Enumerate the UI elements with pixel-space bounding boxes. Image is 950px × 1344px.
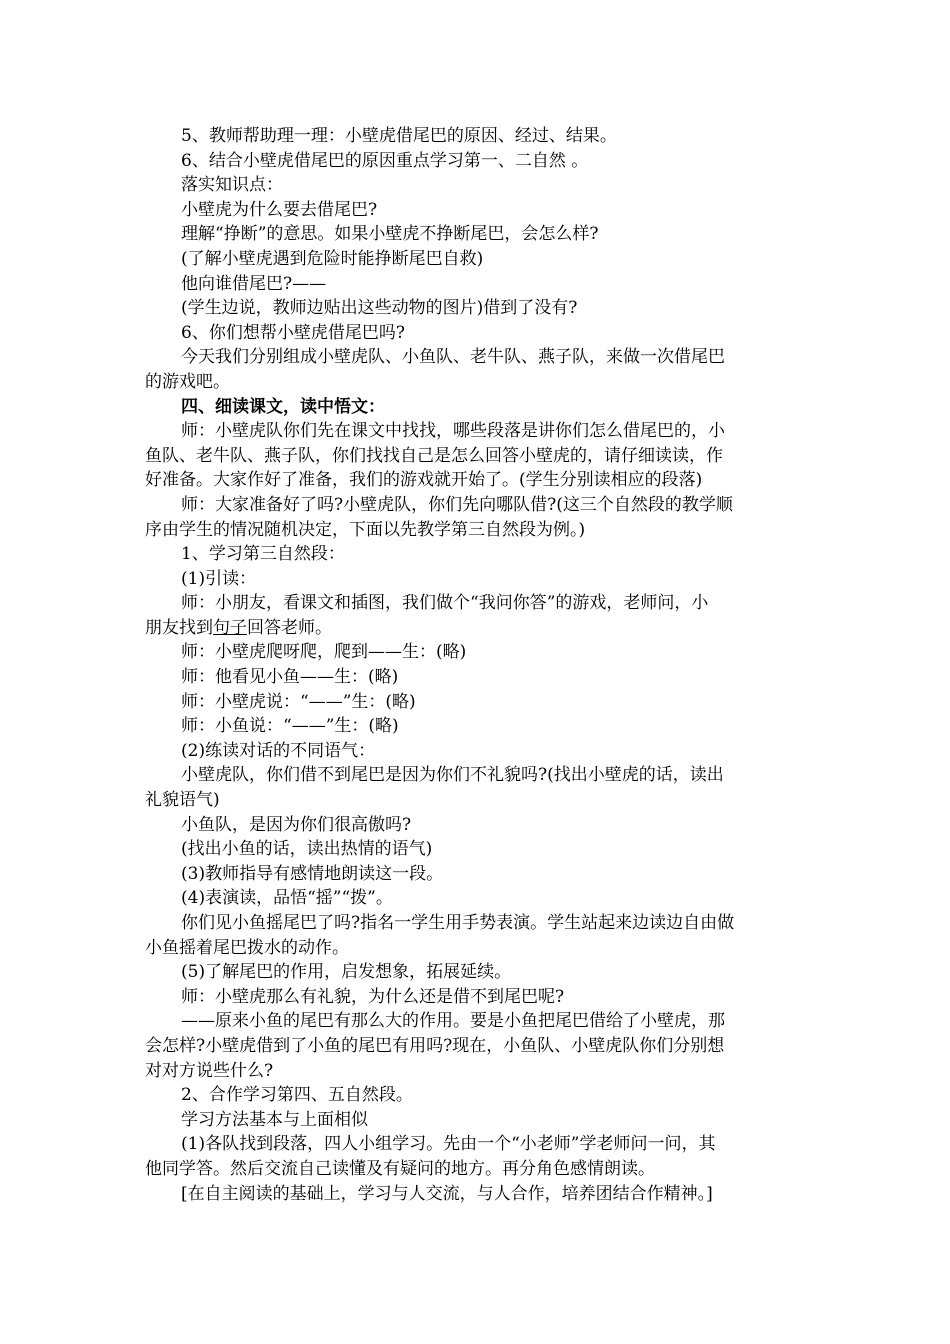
text-line: 师：小鱼说：“——”生：(略) xyxy=(181,716,399,737)
text-segment: 朋友找到 xyxy=(145,617,213,638)
text-line: 1、学习第三自然段： xyxy=(181,544,345,565)
text-line: 师：小壁虎说：“——”生：(略) xyxy=(181,691,416,712)
text-line: 师：大家准备好了吗?小壁虎队，你们先向哪队借?(这三个自然段的教学顺 xyxy=(181,494,733,515)
text-line: 小壁虎为什么要去借尾巴? xyxy=(181,199,378,220)
text-line: 师：小壁虎队你们先在课文中找找，哪些段落是讲你们怎么借尾巴的，小 xyxy=(181,421,725,442)
text-line xyxy=(145,616,810,641)
text-line: 好准备。大家作好了准备，我们的游戏就开始了。(学生分别读相应的段落) xyxy=(145,470,703,491)
text-line: 5、教师帮助理一理：小壁虎借尾巴的原因、经过、结果。 xyxy=(181,126,617,146)
text-line: 他同学答。然后交流自己读懂及有疑问的地方。再分角色感情朗读。 xyxy=(145,1158,655,1179)
text-line: 他向谁借尾巴?—— xyxy=(181,273,327,294)
text-line: (1)各队找到段落，四人小组学习。先由一个“小老师”学老师问一问，其 xyxy=(181,1134,716,1155)
text-line: 6、结合小壁虎借尾巴的原因重点学习第一、二自然 。 xyxy=(181,150,589,171)
text-line: 礼貌语气) xyxy=(145,790,220,811)
text-line: (3)教师指导有感情地朗读这一段。 xyxy=(181,863,444,884)
text-line: (找出小鱼的话，读出热情的语气) xyxy=(181,839,433,860)
text-line: (学生边说，教师边贴出这些动物的图片)借到了没有? xyxy=(181,298,578,319)
text-line: 2、合作学习第四、五自然段。 xyxy=(181,1085,413,1106)
text-line: 师：他看见小鱼——生：(略) xyxy=(181,667,399,688)
text-line: (1)引读： xyxy=(181,568,257,589)
text-line: 序由学生的情况随机决定，下面以先教学第三自然段为例。) xyxy=(145,519,586,540)
document-page xyxy=(145,124,810,1206)
text-line: 6、你们想帮小壁虎借尾巴吗? xyxy=(181,322,405,343)
text-line: 小鱼摇着尾巴拨水的动作。 xyxy=(145,937,349,958)
text-line: 师：小壁虎爬呀爬，爬到——生：(略) xyxy=(181,642,467,663)
text-segment: 回答老师。 xyxy=(247,617,332,638)
text-line: ——原来小鱼的尾巴有那么大的作用。要是小鱼把尾巴借给了小壁虎，那 xyxy=(181,1011,725,1032)
text-line: 对对方说些什么? xyxy=(145,1060,274,1081)
text-line: 理解“挣断”的意思。如果小壁虎不挣断尾巴，会怎么样? xyxy=(181,224,599,245)
text-line: 你们见小鱼摇尾巴了吗?指名一学生用手势表演。学生站起来边读边自由做 xyxy=(181,913,735,933)
text-line: 今天我们分别组成小壁虎队、小鱼队、老牛队、燕子队，来做一次借尾巴 xyxy=(181,347,725,368)
text-line: 小鱼队，是因为你们很高傲吗? xyxy=(181,814,412,835)
text-line: [在自主阅读的基础上，学习与人交流，与人合作，培养团结合作精神。] xyxy=(181,1183,713,1204)
underlined-word: 句子 xyxy=(213,617,247,638)
text-line: 落实知识点： xyxy=(181,175,283,196)
text-line: 师：小朋友，看课文和插图，我们做个“我问你答”的游戏，老师问，小 xyxy=(181,593,709,614)
text-line: 学习方法基本与上面相似 xyxy=(181,1109,368,1130)
text-line: (2)练读对话的不同语气： xyxy=(181,740,376,761)
text-line: 小壁虎队，你们借不到尾巴是因为你们不礼貌吗?(找出小壁虎的话，读出 xyxy=(181,765,724,786)
text-line: (5)了解尾巴的作用，启发想象，拓展延续。 xyxy=(181,962,512,983)
text-line: 会怎样?小壁虎借到了小鱼的尾巴有用吗?现在，小鱼队、小壁虎队你们分别想 xyxy=(145,1035,725,1056)
text-line: 鱼队、老牛队、燕子队，你们找找自己是怎么回答小壁虎的，请仔细读读，作 xyxy=(145,445,723,466)
text-line: 的游戏吧。 xyxy=(145,371,230,392)
text-line: (了解小壁虎遇到危险时能挣断尾巴自救) xyxy=(181,248,484,269)
text-line: 师：小壁虎那么有礼貌，为什么还是借不到尾巴呢? xyxy=(181,986,565,1007)
text-line: (4)表演读，品悟“摇”“拨”。 xyxy=(181,888,393,909)
section-heading: 四、细读课文，读中悟文： xyxy=(181,396,385,417)
